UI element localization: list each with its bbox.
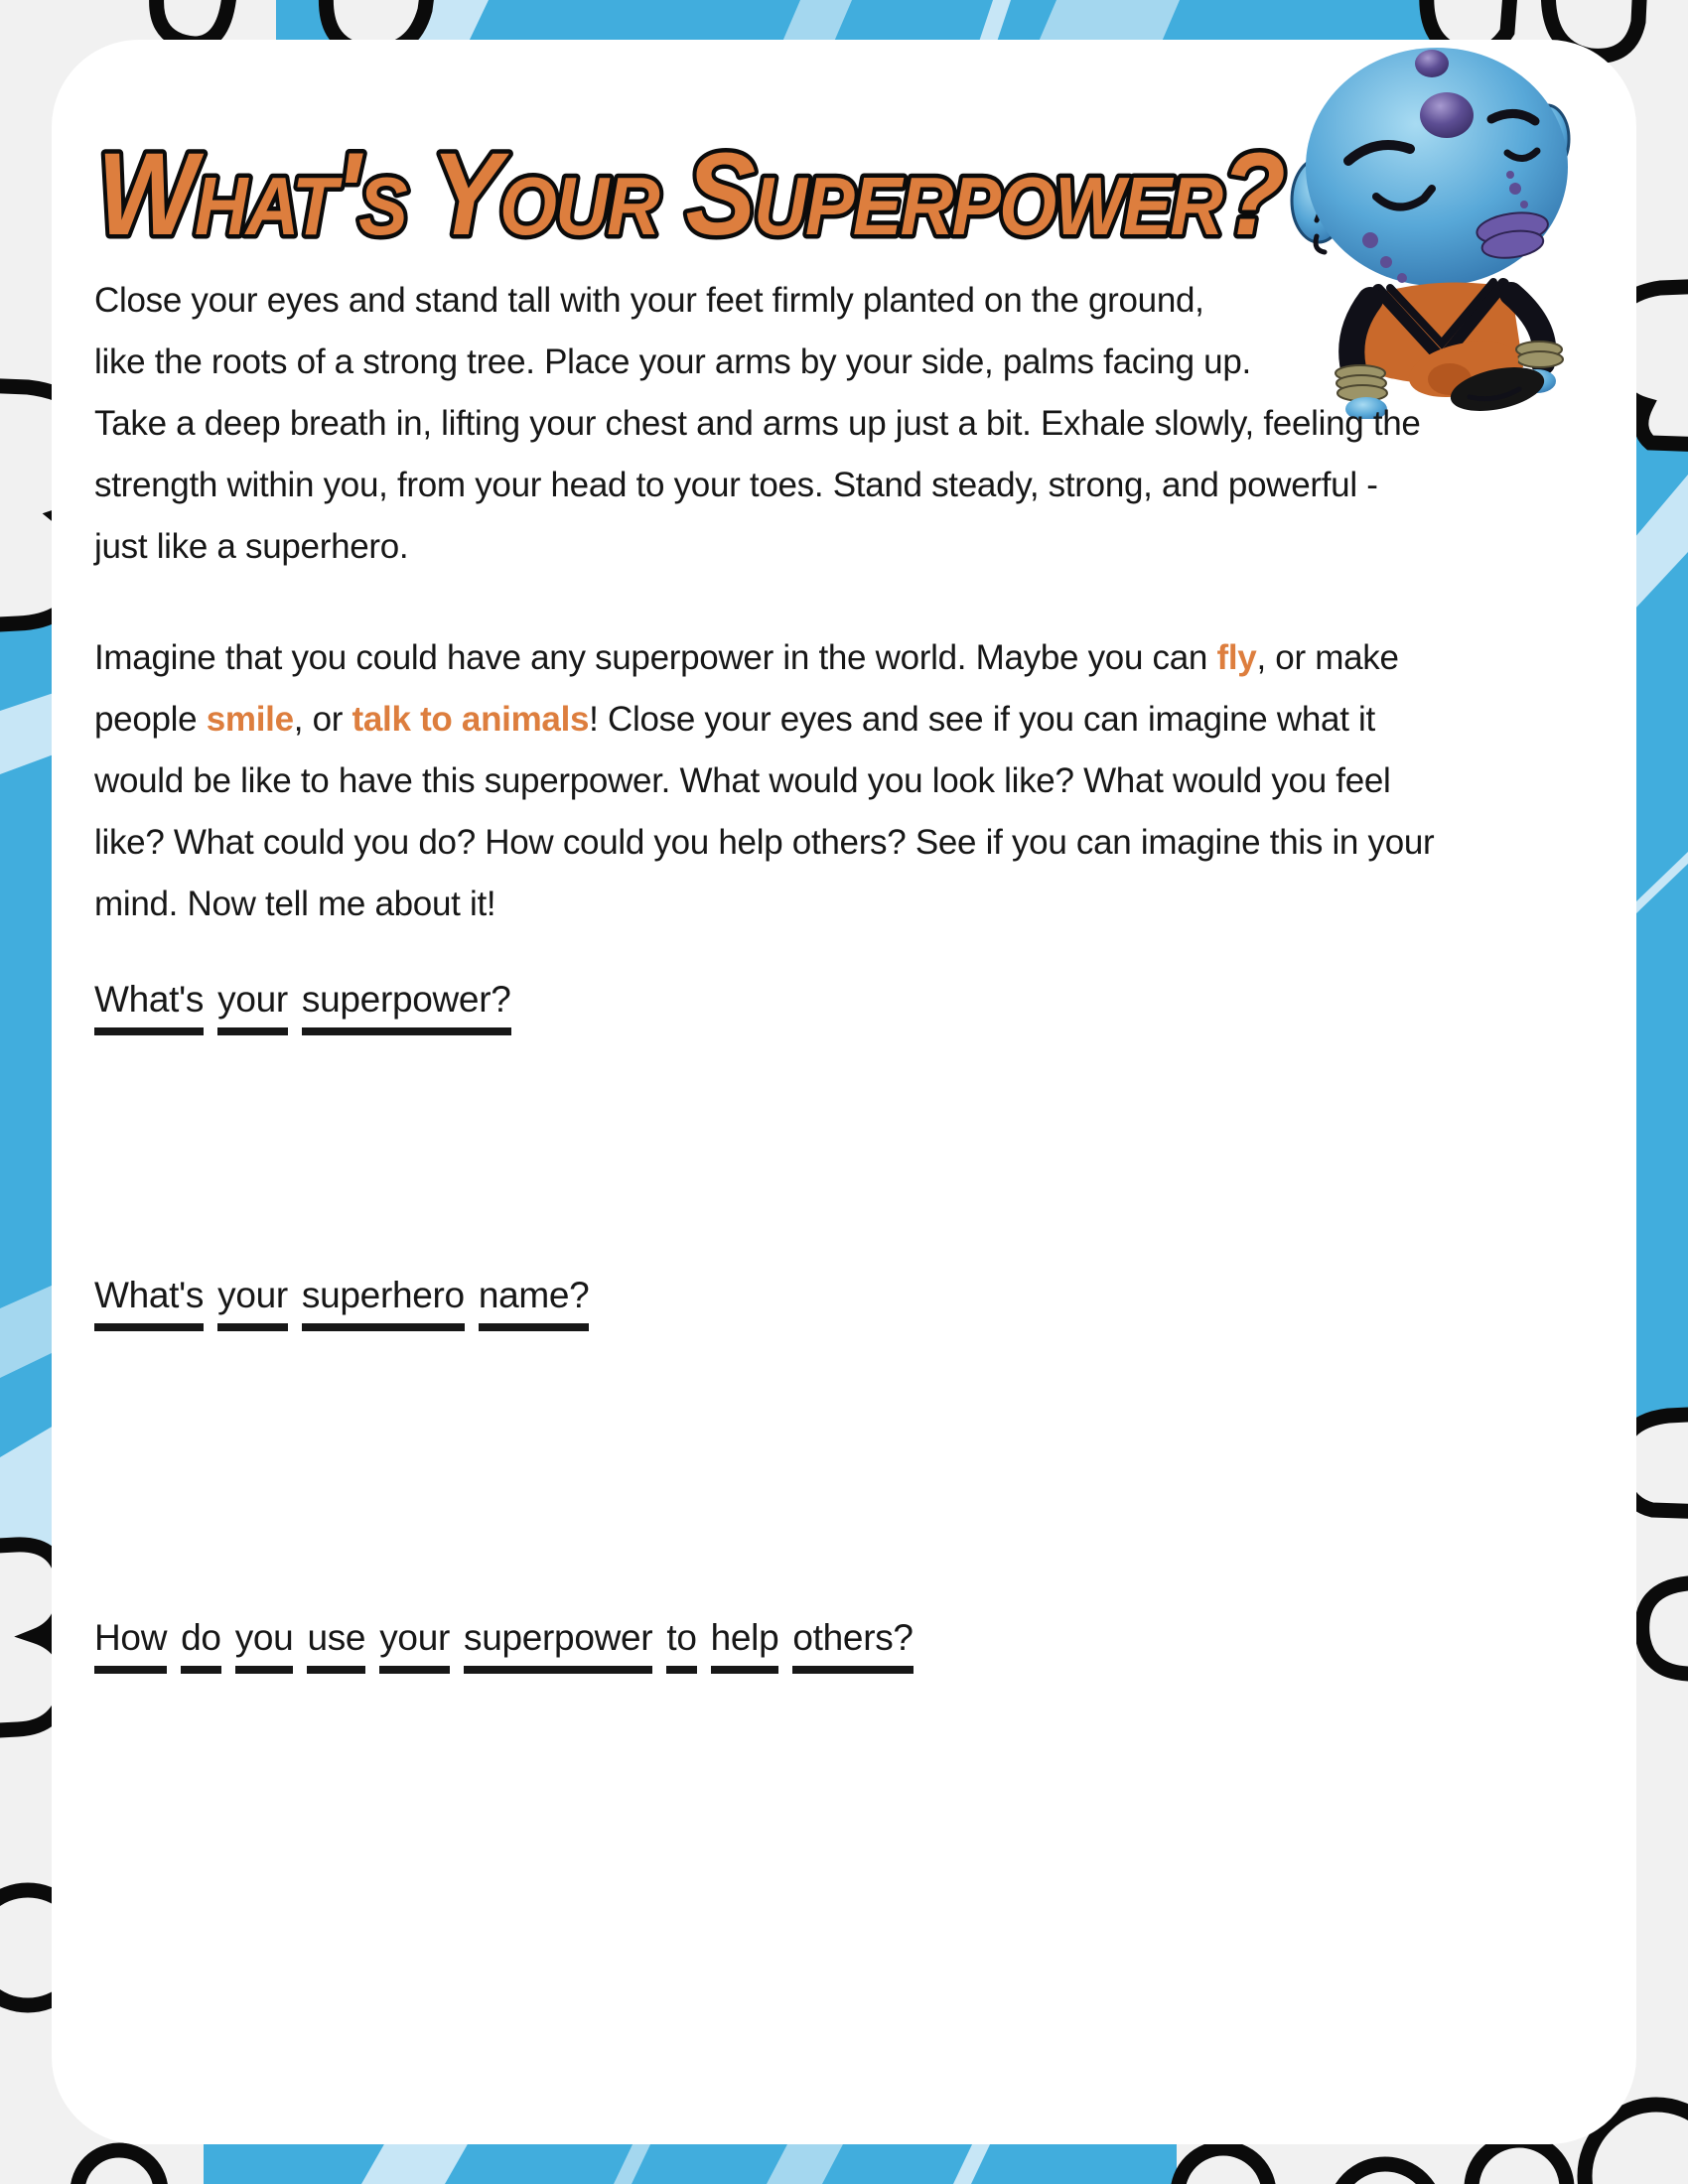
underlined-word: superpower?: [302, 978, 511, 1035]
underlined-word: do: [181, 1616, 221, 1674]
text-segment: just like a superhero.: [94, 527, 409, 566]
text-line: [94, 455, 1421, 516]
forehead-bump-large: [1420, 92, 1474, 138]
text-segment: , or: [293, 700, 352, 739]
text-segment: Imagine that you could have any superpower in the world. Maybe you can: [94, 638, 1217, 677]
text-segment: mind. Now tell me about it!: [94, 885, 496, 923]
underlined-word: others?: [792, 1616, 913, 1674]
underlined-word: your: [217, 978, 288, 1035]
page-title-text: What's Your Superpower?: [97, 129, 1284, 260]
underlined-word: What's: [94, 978, 204, 1035]
question-superpower: [94, 978, 525, 1035]
forehead-bump-small: [1415, 50, 1449, 77]
answer-space-help-others: [94, 1693, 1584, 2110]
text-line: [94, 812, 1434, 874]
accent-word: smile: [206, 700, 294, 739]
text-segment: people: [94, 700, 207, 739]
text-line: [94, 874, 1434, 935]
question-superhero-name: [94, 1274, 603, 1331]
text-line: [94, 516, 1421, 578]
text-segment: , or make: [1256, 638, 1399, 677]
underlined-word: What's: [94, 1274, 204, 1331]
underlined-word: you: [235, 1616, 294, 1674]
question-help-others: [94, 1616, 927, 1674]
answer-space-superpower: [94, 1052, 1584, 1251]
page-title: [91, 97, 1298, 271]
underlined-word: to: [666, 1616, 696, 1674]
text-line: [94, 689, 1434, 751]
text-line: [94, 751, 1434, 812]
underlined-word: your: [217, 1274, 288, 1331]
text-line: [94, 270, 1421, 332]
text-segment: ! Close your eyes and see if you can imagine what it: [589, 700, 1375, 739]
underlined-word: your: [379, 1616, 450, 1674]
text-segment: Close your eyes and stand tall with your feet firmly planted on the ground,: [94, 281, 1204, 320]
underlined-word: How: [94, 1616, 167, 1674]
text-segment: like? What could you do? How could you help others? See if you can imagine this in your: [94, 823, 1435, 862]
underlined-word: name?: [479, 1274, 590, 1331]
text-line: [94, 627, 1434, 689]
text-segment: would be like to have this superpower. What would you look like? What would you feel: [94, 761, 1391, 800]
underlined-word: superhero: [302, 1274, 465, 1331]
text-segment: strength within you, from your head to your toes. Stand steady, strong, and powerful -: [94, 466, 1378, 504]
accent-word: fly: [1216, 638, 1257, 677]
accent-word: talk to animals: [352, 700, 590, 739]
text-segment: Take a deep breath in, lifting your chest and arms up just a bit. Exhale slowly, feeling the: [94, 404, 1421, 443]
underlined-word: superpower: [464, 1616, 652, 1674]
answer-space-superhero-name: [94, 1348, 1584, 1586]
underlined-word: help: [711, 1616, 779, 1674]
worksheet-card: [52, 40, 1636, 2144]
text-line: [94, 393, 1421, 455]
underlined-word: use: [307, 1616, 365, 1674]
imagine-paragraph: [94, 627, 1434, 935]
text-line: [94, 332, 1421, 393]
intro-paragraph: [94, 270, 1421, 578]
text-segment: like the roots of a strong tree. Place your arms by your side, palms facing up.: [94, 342, 1251, 381]
